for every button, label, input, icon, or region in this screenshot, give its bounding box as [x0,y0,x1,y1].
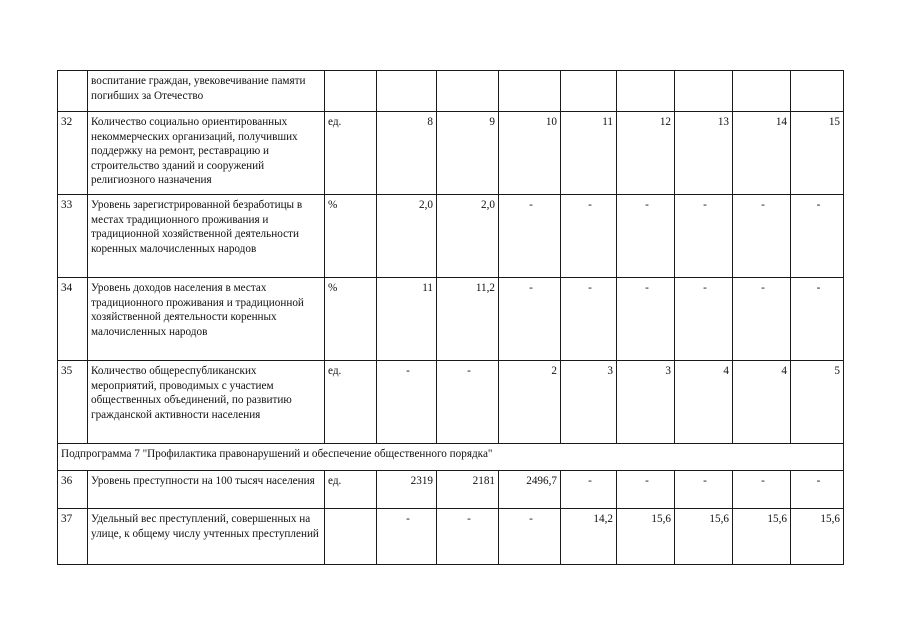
subprogram-header-row [58,444,844,471]
indicator-name: Удельный вес преступлений, совершенных на улице, к общему числу учтенных преступлений [88,509,325,565]
subprogram-title: Подпрограмма 7 "Профилактика правонарушений и обеспечение общественного порядка" [58,444,844,471]
value-cell: 10 [499,112,561,195]
value-cell: - [437,361,499,444]
indicator-name: Уровень зарегистрированной безработицы в местах традиционного проживания и традиционной хозяйственной деятельности коренных малочисленных народов [88,195,325,278]
value-cell: - [733,471,791,509]
value-cell: - [733,278,791,361]
value-cell: 2181 [437,471,499,509]
row-number: 36 [58,471,88,509]
unit-cell [325,71,377,112]
value-cell: - [561,278,617,361]
value-cell: 4 [675,361,733,444]
value-cell [561,71,617,112]
value-cell: - [437,509,499,565]
table-row [58,471,844,509]
table-row [58,278,844,361]
value-cell: - [675,471,733,509]
value-cell: 3 [561,361,617,444]
value-cell [791,71,844,112]
value-cell [437,71,499,112]
value-cell: - [791,471,844,509]
table-row [58,71,844,112]
value-cell: 11,2 [437,278,499,361]
value-cell: 2,0 [377,195,437,278]
value-cell: - [377,361,437,444]
value-cell: - [499,278,561,361]
table-row [58,195,844,278]
value-cell [675,71,733,112]
value-cell: 2 [499,361,561,444]
table-row [58,509,844,565]
table-row [58,361,844,444]
value-cell: 8 [377,112,437,195]
value-cell: 15,6 [675,509,733,565]
value-cell: 2,0 [437,195,499,278]
unit-cell: % [325,195,377,278]
value-cell: - [617,195,675,278]
value-cell [733,71,791,112]
value-cell: 9 [437,112,499,195]
unit-cell: ед. [325,471,377,509]
value-cell: - [377,509,437,565]
value-cell: - [791,195,844,278]
indicators-table [57,70,844,565]
value-cell: 15,6 [617,509,675,565]
value-cell: 4 [733,361,791,444]
row-number: 33 [58,195,88,278]
value-cell: - [499,195,561,278]
value-cell: - [561,471,617,509]
value-cell: 12 [617,112,675,195]
value-cell [499,71,561,112]
value-cell: 13 [675,112,733,195]
value-cell: 2319 [377,471,437,509]
indicator-name: Количество общереспубликанских мероприятий, проводимых с участием общественных объединений, по развитию гражданской активности населения [88,361,325,444]
row-number: 37 [58,509,88,565]
value-cell: 14,2 [561,509,617,565]
unit-cell: ед. [325,361,377,444]
value-cell: 11 [561,112,617,195]
value-cell: 14 [733,112,791,195]
value-cell: - [617,278,675,361]
value-cell: - [733,195,791,278]
unit-cell: % [325,278,377,361]
indicator-name: Уровень преступности на 100 тысяч населения [88,471,325,509]
unit-cell [325,509,377,565]
row-number [58,71,88,112]
value-cell: 15 [791,112,844,195]
value-cell: 15,6 [791,509,844,565]
value-cell: - [499,509,561,565]
table-row [58,112,844,195]
row-number: 35 [58,361,88,444]
value-cell [377,71,437,112]
value-cell: 3 [617,361,675,444]
unit-cell: ед. [325,112,377,195]
value-cell: 11 [377,278,437,361]
value-cell: - [675,278,733,361]
row-number: 32 [58,112,88,195]
value-cell [617,71,675,112]
value-cell: - [561,195,617,278]
value-cell: 5 [791,361,844,444]
value-cell: - [791,278,844,361]
value-cell: - [675,195,733,278]
row-number: 34 [58,278,88,361]
indicator-name: Уровень доходов населения в местах традиционного проживания и традиционной хозяйственной деятельности коренных малочисленных народов [88,278,325,361]
indicator-name: воспитание граждан, увековечивание памяти погибших за Отечество [88,71,325,112]
indicator-name: Количество социально ориентированных некоммерческих организаций, получивших поддержку на ремонт, реставрацию и строительство зданий и сооружений религиозного назначения [88,112,325,195]
value-cell: 2496,7 [499,471,561,509]
value-cell: - [617,471,675,509]
value-cell: 15,6 [733,509,791,565]
